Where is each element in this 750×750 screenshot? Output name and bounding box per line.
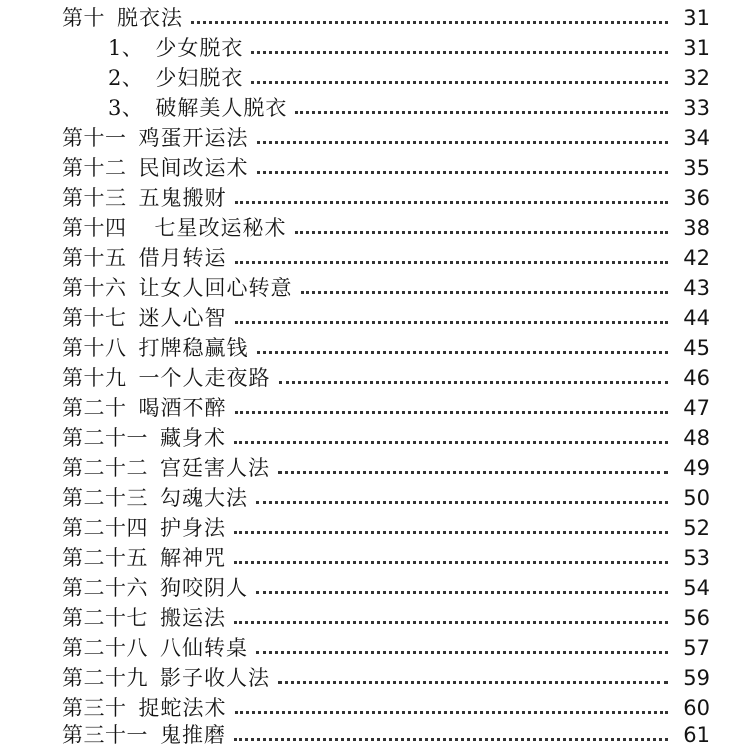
toc-entry-title: 一个人走夜路 [138, 366, 271, 390]
toc-chapter-number: 第二十六 [62, 576, 148, 600]
toc-chapter-number: 第二十二 [62, 456, 148, 480]
toc-entry [62, 362, 710, 391]
toc-page-number: 61 [683, 723, 710, 747]
toc-chapter-number: 第二十八 [62, 636, 148, 660]
toc-entry-title: 宫廷害人法 [160, 456, 270, 480]
dot-leader [256, 591, 668, 594]
toc-entry [62, 482, 710, 511]
toc-entry-title: 搬运法 [160, 606, 226, 630]
dot-leader [234, 561, 668, 564]
toc-entry [62, 572, 710, 601]
dot-leader [301, 291, 669, 294]
toc-entry-title: 藏身术 [160, 426, 226, 450]
toc-page-number: 50 [683, 486, 710, 510]
toc-chapter-number: 第十八 [62, 336, 127, 360]
toc-page-number: 57 [683, 636, 710, 660]
toc-entry-title: 让女人回心转意 [138, 276, 293, 300]
toc-page-number: 52 [683, 516, 710, 540]
dot-leader [257, 351, 669, 354]
toc-chapter-number: 第二十四 [62, 516, 148, 540]
toc-entry [62, 692, 710, 721]
toc-entry [62, 719, 710, 748]
toc-entry-title: 狗咬阴人 [160, 576, 248, 600]
toc-page-number: 46 [683, 366, 710, 390]
toc-chapter-number: 第二十九 [62, 666, 148, 690]
toc-entry [62, 452, 710, 481]
toc-chapter-number: 第三十 [62, 696, 127, 720]
toc-entry [62, 662, 710, 691]
toc-entry [62, 542, 710, 571]
dot-leader [191, 21, 668, 24]
toc-chapter-number: 第十四 [62, 216, 127, 240]
toc-chapter-number: 第二十 [62, 396, 127, 420]
toc-chapter-number: 第二十一 [62, 426, 148, 450]
toc-page-number: 31 [683, 36, 710, 60]
dot-leader [257, 171, 669, 174]
toc-entry-title: 五鬼搬财 [138, 186, 227, 210]
toc-entry [62, 602, 710, 631]
toc-page-number: 60 [683, 696, 710, 720]
toc-chapter-number: 第三十一 [62, 723, 148, 747]
dot-leader [257, 141, 669, 144]
toc-page-number: 49 [683, 456, 710, 480]
toc-subentry-number: 2、 [108, 66, 144, 90]
toc-page-number: 36 [683, 186, 710, 210]
dot-leader [235, 321, 669, 324]
dot-leader [234, 738, 668, 741]
dot-leader [279, 381, 669, 384]
toc-subentry-number: 3、 [108, 96, 144, 120]
toc-subentry-title: 少女脱衣 [155, 36, 244, 60]
toc-entry-title: 影子收人法 [160, 666, 270, 690]
toc-entry-title: 脱衣法 [117, 6, 183, 30]
toc-chapter-number: 第十三 [62, 186, 127, 210]
toc-page-number: 35 [683, 156, 710, 180]
toc-page-number: 38 [683, 216, 710, 240]
toc-entry-title: 七星改运秘术 [154, 216, 287, 240]
toc-chapter-number: 第十二 [62, 156, 127, 180]
toc-entry [62, 302, 710, 331]
toc-entry [62, 182, 710, 211]
toc-page-number: 54 [683, 576, 710, 600]
dot-leader [235, 261, 669, 264]
dot-leader [234, 441, 668, 444]
toc-entry [62, 422, 710, 451]
toc-entry-title: 鸡蛋开运法 [138, 126, 249, 150]
dot-leader [278, 681, 668, 684]
dot-leader [235, 201, 669, 204]
toc-entry [62, 242, 710, 271]
toc-entry-title: 解神咒 [160, 546, 226, 570]
toc-subentry-title: 破解美人脱衣 [155, 96, 288, 120]
toc-entry [62, 152, 710, 181]
toc-entry [62, 212, 710, 241]
toc-page-number: 44 [683, 306, 710, 330]
toc-entry-title: 鬼推磨 [160, 723, 226, 747]
toc-chapter-number: 第十五 [62, 246, 127, 270]
dot-leader [251, 51, 668, 54]
dot-leader [295, 111, 668, 114]
toc-page-number: 31 [683, 6, 710, 30]
dot-leader [295, 231, 669, 234]
dot-leader [234, 621, 668, 624]
toc-subentry [108, 92, 710, 121]
toc-entry-title: 喝酒不醉 [138, 396, 227, 420]
dot-leader [235, 411, 669, 414]
toc-chapter-number: 第二十七 [62, 606, 148, 630]
toc-page-number: 43 [683, 276, 710, 300]
toc-page-number: 56 [683, 606, 710, 630]
toc-page-number: 42 [683, 246, 710, 270]
toc-entry-title: 八仙转桌 [160, 636, 248, 660]
toc-chapter-number: 第十一 [62, 126, 127, 150]
dot-leader [251, 81, 668, 84]
toc-chapter-number: 第十六 [62, 276, 127, 300]
toc-entry-title: 迷人心智 [138, 306, 227, 330]
toc-entry [62, 2, 710, 31]
toc-entry [62, 392, 710, 421]
toc-chapter-number: 第十七 [62, 306, 127, 330]
dot-leader [256, 501, 668, 504]
dot-leader [278, 471, 668, 474]
toc-entry [62, 632, 710, 661]
toc-page-number: 59 [683, 666, 710, 690]
toc-entry [62, 332, 710, 361]
toc-page-number: 34 [683, 126, 710, 150]
toc-entry-title: 捉蛇法术 [138, 696, 227, 720]
toc-chapter-number: 第二十五 [62, 546, 148, 570]
toc-entry-title: 借月转运 [138, 246, 227, 270]
toc-page-number: 47 [683, 396, 710, 420]
toc-page-number: 53 [683, 546, 710, 570]
toc-subentry-title: 少妇脱衣 [155, 66, 244, 90]
toc-entry-title: 打牌稳赢钱 [138, 336, 249, 360]
toc-entry [62, 122, 710, 151]
toc-entry [62, 512, 710, 541]
toc-entry-title: 勾魂大法 [160, 486, 248, 510]
toc-page-number: 32 [683, 66, 710, 90]
toc-subentry [108, 62, 710, 91]
toc-chapter-number: 第十九 [62, 366, 127, 390]
toc-subentry [108, 32, 710, 61]
toc-chapter-number: 第二十三 [62, 486, 148, 510]
dot-leader [256, 651, 668, 654]
dot-leader [235, 711, 669, 714]
toc-chapter-number: 第十 [62, 6, 105, 30]
toc-subentry-number: 1、 [108, 36, 144, 60]
toc-page-number: 48 [683, 426, 710, 450]
toc-entry-title: 民间改运术 [138, 156, 249, 180]
toc-page-number: 45 [683, 336, 710, 360]
toc-page-number: 33 [683, 96, 710, 120]
toc-entry-title: 护身法 [160, 516, 226, 540]
toc-entry [62, 272, 710, 301]
dot-leader [234, 531, 668, 534]
